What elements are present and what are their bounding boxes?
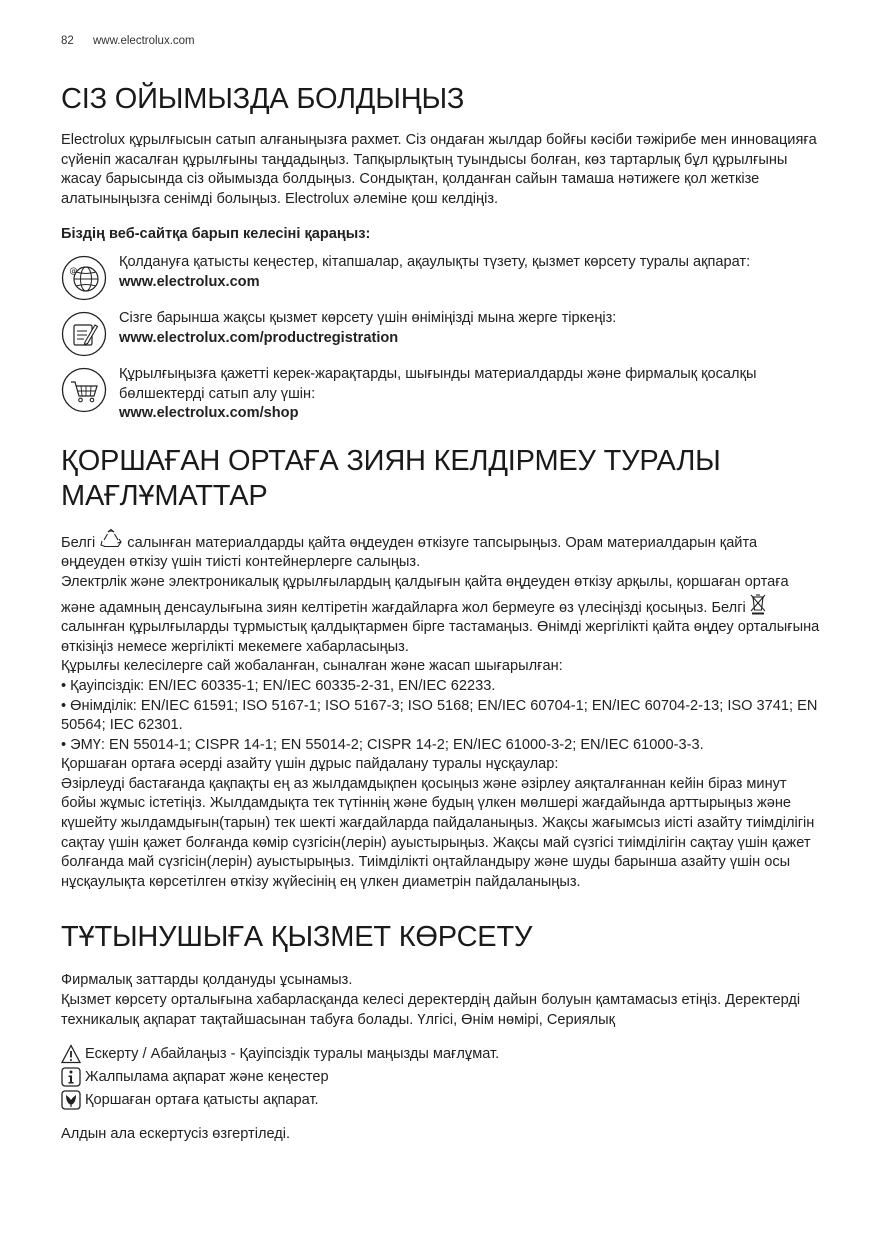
link-row-shop (61, 365, 821, 424)
page-header (61, 35, 195, 47)
page-number: 82 (61, 35, 74, 47)
link-row-registration (61, 309, 821, 357)
link-url-registration[interactable]: www.electrolux.com/productregistration (119, 329, 399, 346)
section-title-customer-service: ТҰТЫНУШЫҒА ҚЫЗМЕТ КӨРСЕТУ (61, 921, 533, 954)
recycle-icon (99, 528, 123, 550)
header-website: www.electrolux.com (93, 35, 195, 47)
change-notice: Алдын ала ескертусіз өзгертіледі. (61, 1126, 291, 1143)
symbol-row-warning (61, 1042, 821, 1065)
customer-service-body (61, 971, 821, 1144)
symbol-text-warning: Ескерту / Абайлаңыз - Қауіпсіздік туралы маңызды мағлұмат. (85, 1045, 500, 1062)
standard-safety: • Қауіпсіздік: EN/IEC 60335-1; EN/IEC 60335-2-31, EN/IEC 62233. (61, 677, 496, 694)
leaf-icon (61, 1090, 81, 1110)
standard-emc: • ЭМҮ: EN 55014-1; CISPR 14-1; EN 55014-2; CISPR 14-2; EN/IEC 61000-3-2; EN/IEC 61000-3-3. (61, 736, 704, 753)
compliance-intro: Құрылғы келесілерге сай жобаланған, сыналған және жасап шығарылған: (61, 658, 563, 675)
shopping-cart-icon (61, 367, 107, 413)
symbol-row-info (61, 1065, 821, 1088)
link-description-shop: Құрылғыңызға қажетті керек-жарақтарды, шығынды материалдарды және фирмалық қосалқы бөлшектерді сатып алу үшін: (119, 365, 757, 402)
warning-triangle-icon (61, 1044, 81, 1064)
recycling-paragraph (61, 528, 821, 573)
globe-icon (61, 255, 107, 301)
usage-instructions: Әзірлеуді бастағанда қақпақты ең аз жылдамдықпен қосыңыз және әзірлеу аяқталғаннан кейін біраз минут бойы жұмыс істетіңіз. Жылдамдықта тек түтіннің және будың үлкен мөлшері жағдайында арттырыңыз және күшейту жылдамдығын(тарын) тек шекті жағдайларда пайдаланыңыз. Жақсы жағымсыз иісті азайту тиімділігін сақтау үшін қажет болғанда көмір сүзгісін(лерін) ауыстырыңыз. Жақсы май сүзгісі тиімділігін сақтау үшін қажет болғанда май сүзгісін(лерін) ауыстырыңыз. Тиімділікті оңтайландыру және шуды барынша азайту үшін осы нұсқаулықта көрсетілген өткізу жүйесінің ең үлкен диаметрін пайдаланыңыз. (61, 775, 815, 890)
service-data-text: Қызмет көрсету орталығына хабарласқанда келесі деректердің дайын болуын қамтамасыз етіңіз. Деректерді техникалық ақпарат тақтайшасынан табуға болады. Үлгісі, Өнім нөмірі, Сериялық (61, 992, 801, 1028)
section-title-environment: ҚОРШАҒАН ОРТАҒА ЗИЯН КЕЛДІРМЕУ ТУРАЛЫ МАҒЛҰМАТТАР (61, 444, 721, 512)
section-title-welcome: СІЗ ОЙЫМЫЗДА БОЛДЫҢЫЗ (61, 83, 465, 115)
link-row-support (61, 253, 821, 301)
registration-icon (61, 311, 107, 357)
crossed-bin-icon (750, 593, 766, 615)
visit-heading: Біздің веб-сайтқа барып келесіні қараңыз: (61, 226, 371, 243)
usage-heading: Қоршаған ортаға әсерді азайту үшін дұрыс пайдалану туралы нұсқаулар: (61, 756, 559, 773)
svg-text:@: @ (69, 265, 78, 275)
link-description-registration: Сізге барынша жақсы қызмет көрсету үшін өніміңізді мына жерге тіркеңіз: (119, 309, 617, 326)
weee-text-before: Электрлік және электроникалық құрылғылардың қалдығын қайта өңдеуден өткізу арқылы, қоршаған ортаға және адамның денсаулығына зиян келтіретін жағдайларға жол бермеуге өз үлесіңізді қосыңыз. Белгі (61, 573, 789, 616)
symbol-row-environment (61, 1088, 821, 1111)
intro-paragraph: Electrolux құрылғысын сатып алғаныңызға рахмет. Сіз ондаған жылдар бойғы кәсіби тәжірибе мен инновацияға сүйеніп жасалған құрылғыны таңдадыңыз. Тапқырлықтың туындысы болған, көз тартарлық бұл құрылғыны жасау барысында сіз ойымызда болдыңыз. Сондықтан, қолданған сайын тамаша нәтижеге қол жеткізе алатыныңызға сенімді болыңыз. Electrolux әлеміне қош келдіңіз. (61, 132, 817, 207)
link-url-shop[interactable]: www.electrolux.com/shop (119, 405, 299, 422)
original-parts-text: Фирмалық заттарды қолдануды ұсынамыз. (61, 972, 353, 989)
recycling-text-before: Белгі (61, 534, 96, 551)
standard-performance: • Өнімділік: EN/IEC 61591; ISO 5167-1; ISO 5167-3; ISO 5168; EN/IEC 60704-1; EN/IEC 60704-2-13; ISO 3741; EN 50564; IEC 62301. (61, 697, 818, 734)
info-icon (61, 1067, 81, 1087)
symbol-legend (61, 1042, 821, 1111)
symbol-text-info: Жалпылама ақпарат және кеңестер (85, 1068, 329, 1085)
environment-body (61, 528, 821, 893)
symbol-text-environment: Қоршаған ортаға қатысты ақпарат. (85, 1091, 319, 1108)
link-description-support: Қолдануға қатысты кеңестер, кітапшалар, ақаулықты түзету, қызмет көрсету туралы ақпарат: (119, 253, 751, 270)
recycling-text-after: салынған материалдарды қайта өңдеуден өткізуге тапсырыңыз. Орам материалдарын қайта өңдеуден өткізу үшін тиісті контейнерлерге салыңыз. (61, 534, 758, 571)
weee-text-after: салынған құрылғыларды тұрмыстық қалдықтармен бірге тастамаңыз. Өнімді жергілікті қайта өңдеу орталығына өткізіңіз немесе жергілікті мекемеге хабарласыңыз. (61, 619, 820, 655)
page-content (61, 82, 821, 1145)
link-url-support[interactable]: www.electrolux.com (119, 273, 260, 290)
weee-paragraph (61, 573, 821, 657)
